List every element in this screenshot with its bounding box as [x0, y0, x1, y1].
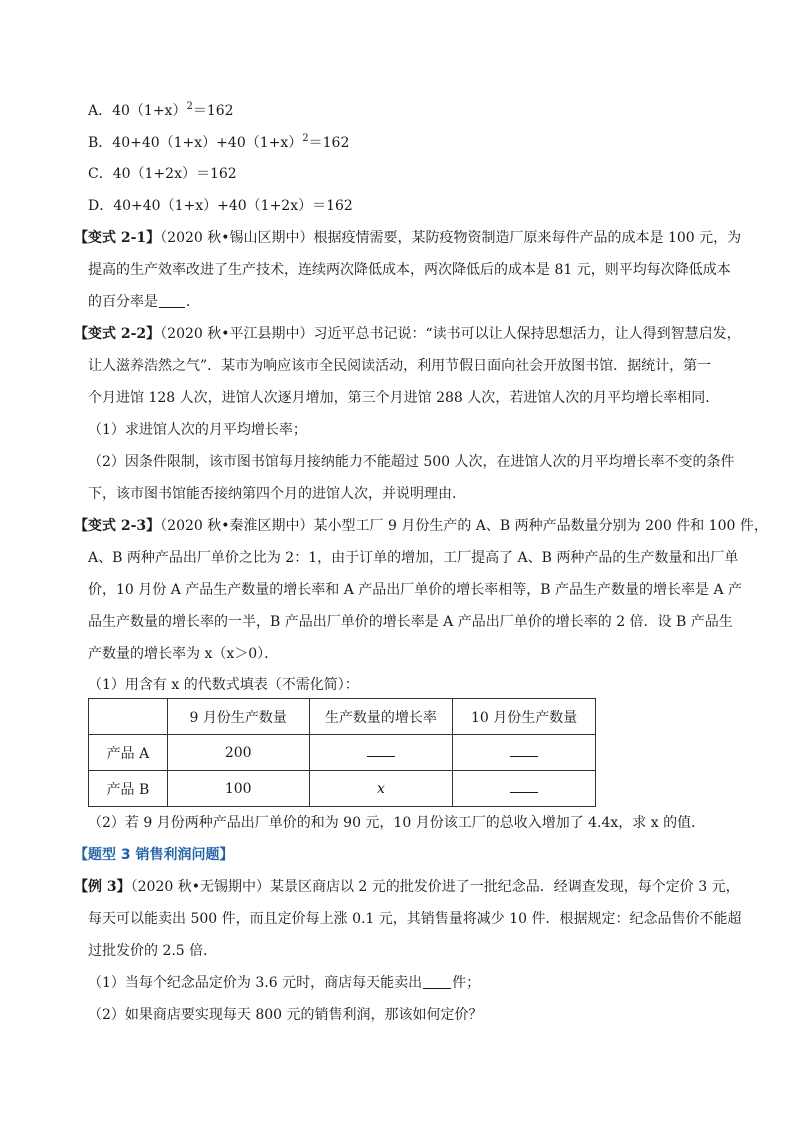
variant-2-2-line2: 让人滋养浩然之气”．某市为响应该市全民阅读活动，利用节假日面向社会开放图书馆．据统计，第一 [88, 358, 712, 374]
answer-blank [367, 744, 395, 757]
example-3-q2: （2）如果商店要实现每天 800 元的销售利润，那该如何定价？ [88, 1007, 483, 1023]
variant-2-2-q1: （1）求进馆人次的月平均增长率； [88, 422, 307, 438]
variant-2-2-q2a: （2）因条件限制，该市图书馆每月接纳能力不能超过 500 人次，在进馆人次的月平均增长率不变的条件 [88, 454, 735, 470]
section-heading: 【题型 3 销售利润问题】 [74, 847, 234, 863]
option-a: A．$40(1+x)^2=162$ [88, 101, 234, 119]
example-3-line2: 每天可以能卖出 500 件，而且定价每上涨 0.1 元，其销售量将减少 10 件．根据规定：纪念品售价不能超 [88, 911, 742, 927]
answer-blank [423, 974, 451, 989]
variant-2-3-line5: 产数量的增长率为 x（x＞0）． [88, 646, 279, 662]
table-cell: 100 [167, 771, 309, 807]
example-3-line3: 过批发价的 2.5 倍． [88, 943, 218, 959]
table-header-cell: 9 月份生产数量 [167, 699, 309, 735]
table-header-row [89, 699, 596, 735]
variant-2-2-line1: 【变式 2-2】（2020 秋•平江县期中）习近平总书记说：“读书可以让人保持思想活力，让人得到智慧启发， [74, 326, 741, 342]
option-c: C．40（1+2x）＝162 [88, 166, 237, 182]
table-cell-blank [453, 771, 596, 807]
variant-2-1-line3: 的百分率是 ． [88, 294, 200, 310]
option-d: D．40+40（1+x）+40（1+2x）＝162 [88, 198, 353, 214]
table-row [89, 735, 596, 771]
answer-blank [510, 780, 538, 793]
answer-blank [159, 293, 185, 308]
variant-2-2-q2b: 下，该市图书馆能否接纳第四个月的进馆人次，并说明理由． [88, 486, 466, 502]
table-cell-label: 产品 A [89, 735, 168, 771]
variant-2-3-q2: （2）若 9 月份两种产品出厂单价的和为 90 元，10 月份该工厂的总收入增加了 4.4x，求 x 的值． [88, 815, 706, 831]
table-cell: x [309, 771, 453, 807]
table-cell: 200 [167, 735, 309, 771]
variant-2-2-line3: 个月进馆 128 人次，进馆人次逐月增加，第三个月进馆 288 人次，若进馆人次的月平均增长率相同． [88, 390, 720, 406]
example-3-line1: 【例 3】（2020 秋•无锡期中）某景区商店以 2 元的批发价进了一批纪念品．经调查发现，每个定价 3 元， [74, 879, 740, 895]
variant-2-3-line1: 【变式 2-3】（2020 秋•秦淮区期中）某小型工厂 9 月份生产的 A、B 两种产品数量分别为 200 件和 100 件， [74, 518, 768, 534]
table-cell-label: 产品 B [89, 771, 168, 807]
variant-tag: 【变式 2-2】 [74, 326, 161, 342]
table-header-cell [89, 699, 168, 735]
variant-2-3-line3: 价，10 月份 A 产品生产数量的增长率和 A 产品出厂单价的增长率相等，B 产品生产数量的增长率是 A 产 [88, 582, 743, 598]
table-header-cell: 生产数量的增长率 [309, 699, 453, 735]
table-cell-blank [309, 735, 453, 771]
table-header-cell: 10 月份生产数量 [453, 699, 596, 735]
variant-2-1-line1: 【变式 2-1】（2020 秋•锡山区期中）根据疫情需要，某防疫物资制造厂原来每件产品的成本是 100 元，为 [74, 230, 742, 246]
variant-2-3-line4: 品生产数量的增长率的一半，B 产品出厂单价的增长率是 A 产品出厂单价的增长率的 2 倍．设 B 产品生 [88, 614, 733, 630]
fill-in-table [88, 698, 596, 807]
example-3-q1: （1）当每个纪念品定价为 3.6 元时，商店每天能卖出 件； [88, 975, 481, 991]
table-cell-blank [453, 735, 596, 771]
option-b: B．$40+40(1+x)+40(1+x)^2=162$ [88, 133, 350, 151]
variant-2-3-q1: （1）用含有 x 的代数式填表（不需化简）： [88, 677, 359, 693]
variant-2-1-line2: 提高的生产效率改进了生产技术，连续两次降低成本，两次降低后的成本是 81 元，则平均每次降低成本 [88, 262, 731, 278]
table-row [89, 771, 596, 807]
variant-2-3-line2: A、B 两种产品出厂单价之比为 2：1，由于订单的增加，工厂提高了 A、B 两种产品的生产数量和出厂单 [88, 550, 739, 566]
answer-blank [510, 744, 538, 757]
variant-tag: 【变式 2-3】 [74, 518, 161, 534]
variant-tag: 【变式 2-1】 [74, 230, 161, 246]
example-tag: 【例 3】 [74, 879, 131, 895]
